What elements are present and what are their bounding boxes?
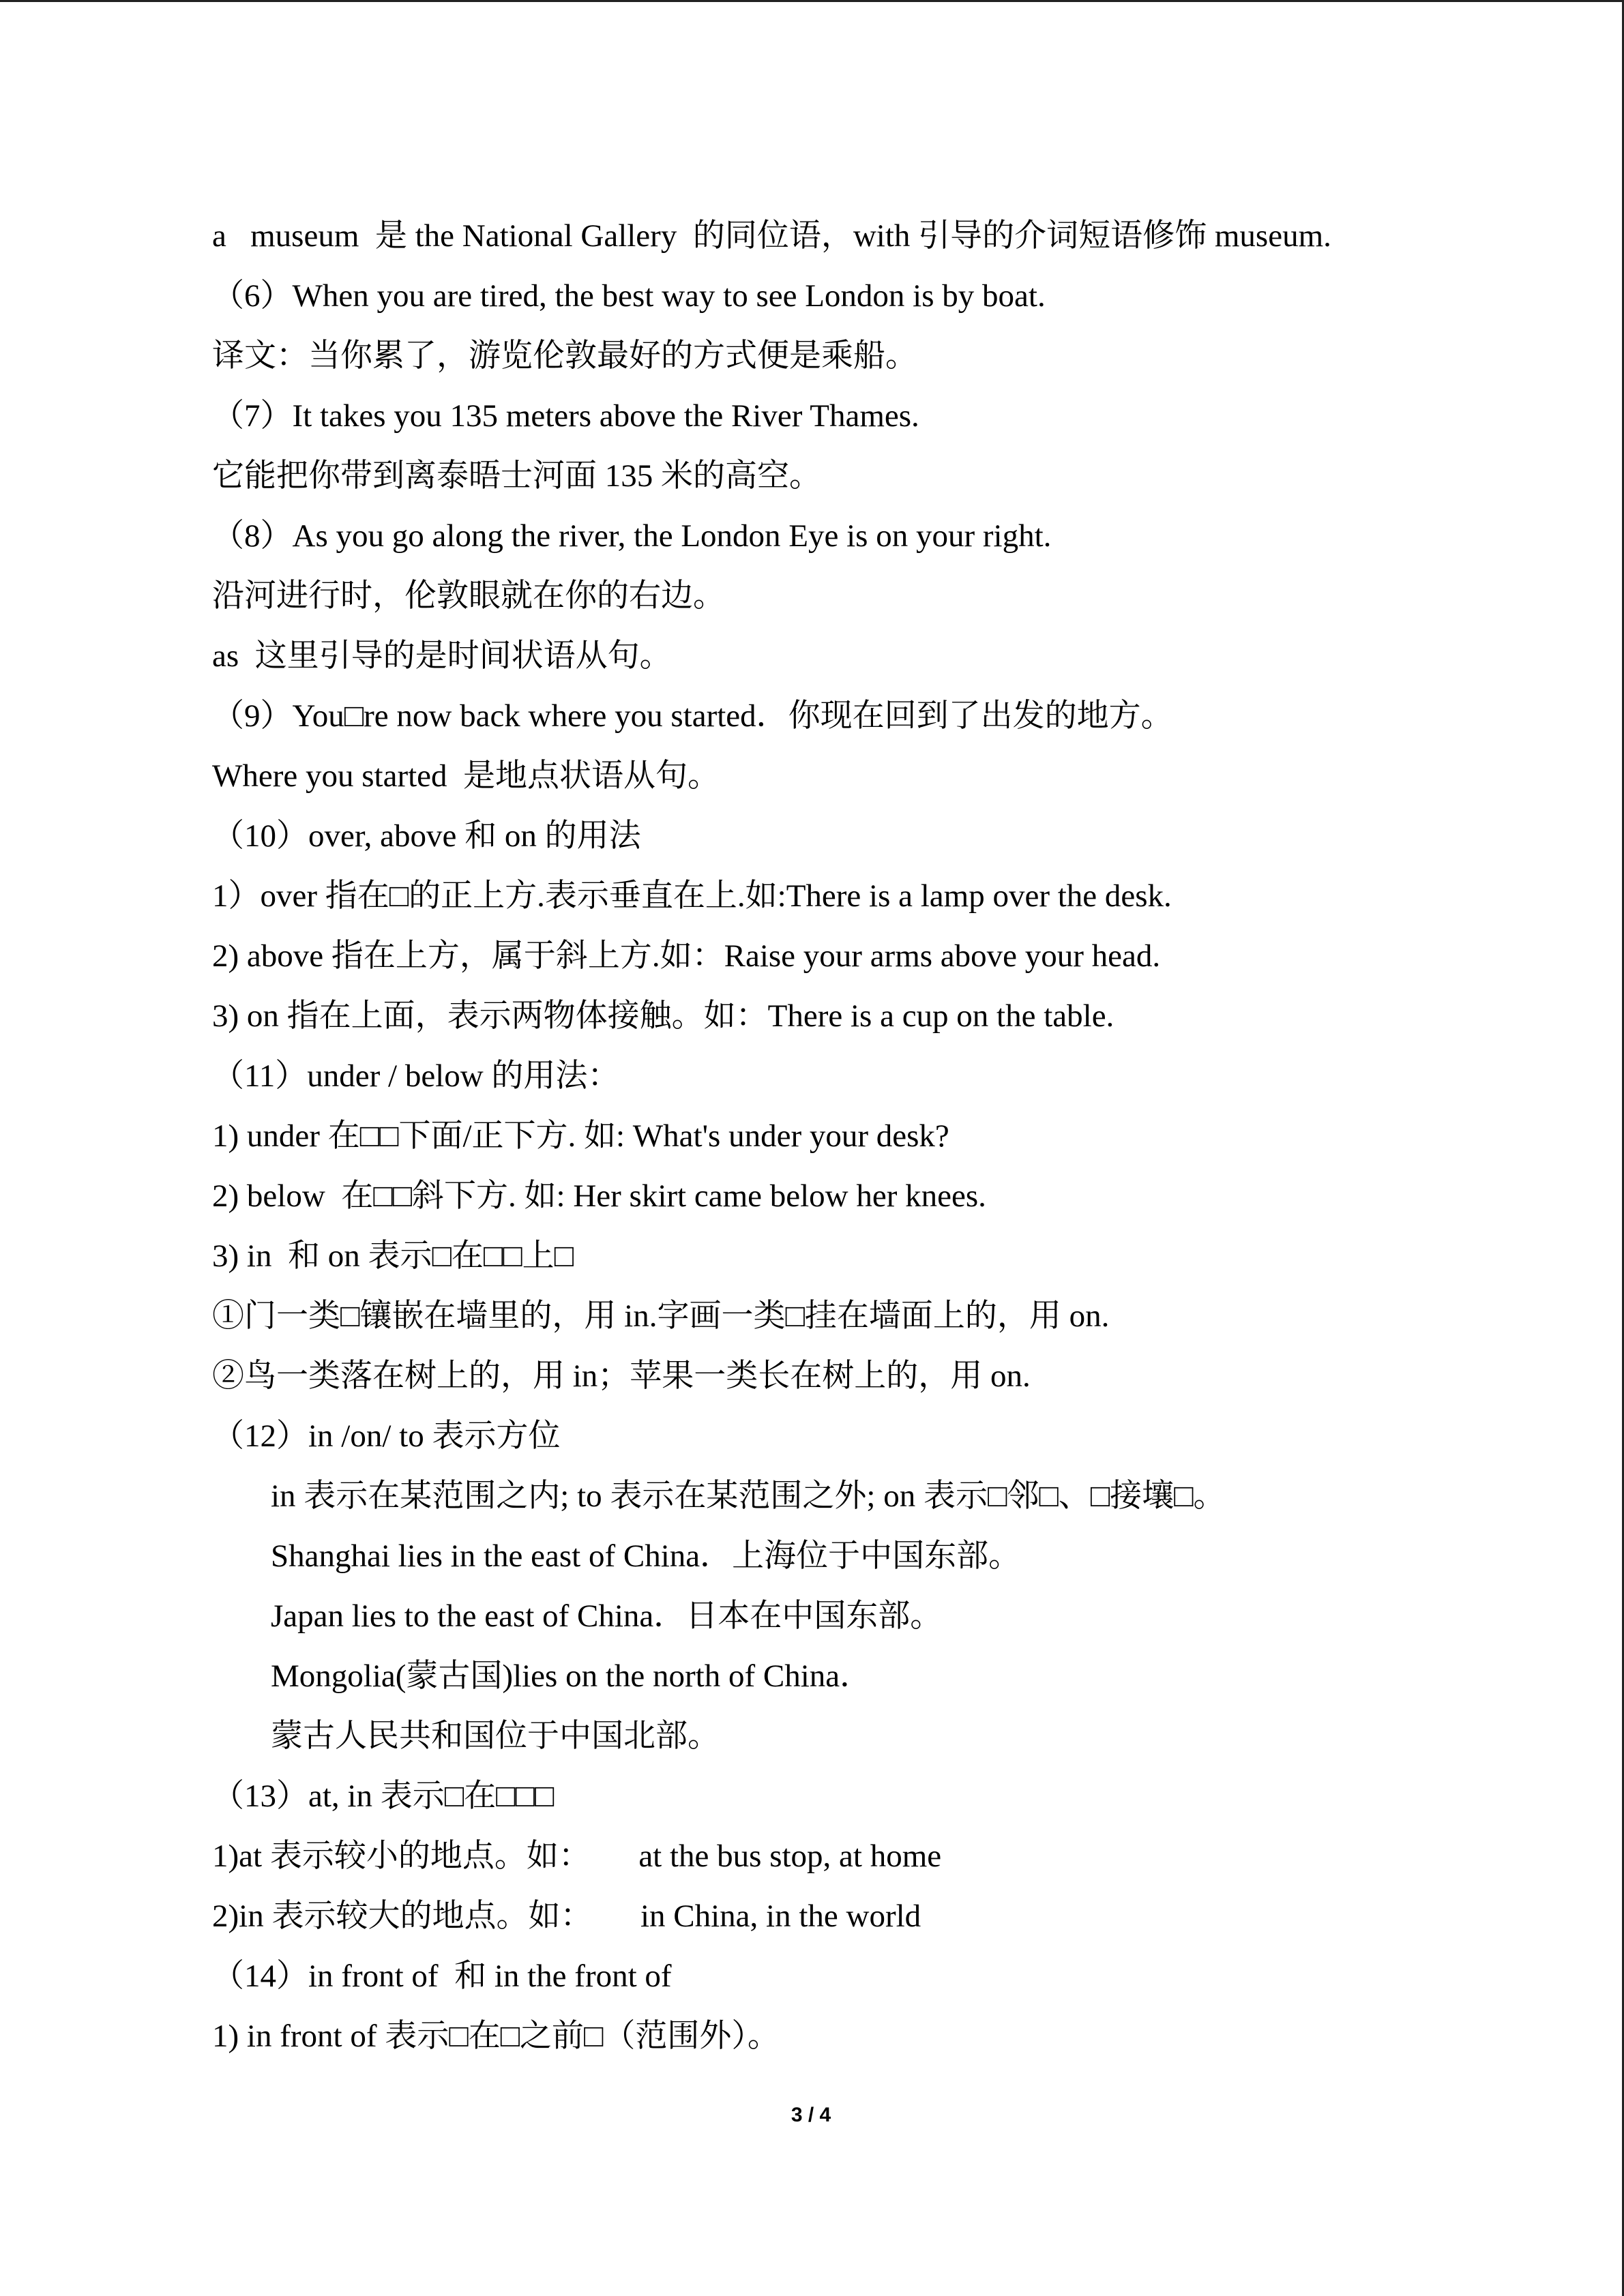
section-heading-10: （10）over, above 和 on 的用法 (212, 818, 641, 854)
section-heading-14: （14）in front of 和 in the front of (212, 1958, 672, 1994)
page-body (212, 206, 1597, 2066)
usage-item-on: 3) on 指在上面，表示两物体接触。如：There is a cup on the table. (212, 998, 1114, 1034)
example-sentence-6: （6）When you are tired, the best way to see London is by boat. (212, 278, 1046, 314)
usage-item-over: 1）over 指在□的正上方.表示垂直在上.如:There is a lamp over the desk. (212, 878, 1172, 914)
usage-item-in: 2)in 表示较大的地点。如： in China, in the world (212, 1898, 921, 1934)
page-number: 3 / 4 (791, 2104, 831, 2126)
translation-7: 它能把你带到离泰晤士河面 135 米的高空。 (212, 458, 821, 494)
example-shanghai: Shanghai lies in the east of China．上海位于中国东部。 (271, 1538, 1021, 1574)
usage-item-below: 2) below 在□□斜下方. 如: Her skirt came below her knees. (212, 1178, 986, 1214)
example-sentence-7: （7）It takes you 135 meters above the River Thames. (212, 398, 919, 434)
example-sentence-9: （9）You□re now back where you started．你现在回到了出发的地方。 (212, 698, 1173, 734)
usage-rule-2: ②鸟一类落在树上的，用 in；苹果一类长在树上的，用 on. (212, 1358, 1031, 1394)
usage-item-in-front-of: 1) in front of 表示□在□之前□（范围外）。 (212, 2018, 780, 2054)
section-heading-13: （13）at, in 表示□在□□□ (212, 1778, 555, 1814)
example-sentence-8: （8）As you go along the river, the London Eye is on your right. (212, 518, 1052, 554)
appositive-note: a museum 是 the National Gallery 的同位语，with 引导的介词短语修饰 museum. (212, 218, 1331, 254)
section-heading-12: （12）in /on/ to 表示方位 (212, 1418, 561, 1454)
grammar-note-8: as 这里引导的是时间状语从句。 (212, 638, 672, 674)
usage-item-in-on: 3) in 和 on 表示□在□□上□ (212, 1238, 574, 1274)
usage-rule-1: ①门一类□镶嵌在墙里的，用 in.字画一类□挂在墙面上的，用 on. (212, 1298, 1110, 1334)
section-heading-11: （11）under / below 的用法： (212, 1058, 620, 1094)
translation-8: 沿河进行时，伦敦眼就在你的右边。 (212, 578, 725, 614)
example-mongolia: Mongolia(蒙古国)lies on the north of China． (271, 1658, 872, 1694)
grammar-note-9: Where you started 是地点状语从句。 (212, 758, 720, 794)
translation-6: 译文：当你累了，游览伦敦最好的方式便是乘船。 (212, 338, 917, 374)
usage-item-under: 1) under 在□□下面/正下方. 如: What's under your desk? (212, 1118, 949, 1154)
usage-item-at: 1)at 表示较小的地点。如： at the bus stop, at home (212, 1838, 942, 1874)
example-japan: Japan lies to the east of China．日本在中国东部。 (271, 1598, 943, 1634)
translation-mongolia: 蒙古人民共和国位于中国北部。 (271, 1718, 720, 1754)
usage-explanation-12: in 表示在某范围之内; to 表示在某范围之外; on 表示□邻□、□接壤□。 (271, 1478, 1226, 1514)
usage-item-above: 2) above 指在上方，属于斜上方.如：Raise your arms above your head. (212, 938, 1161, 974)
